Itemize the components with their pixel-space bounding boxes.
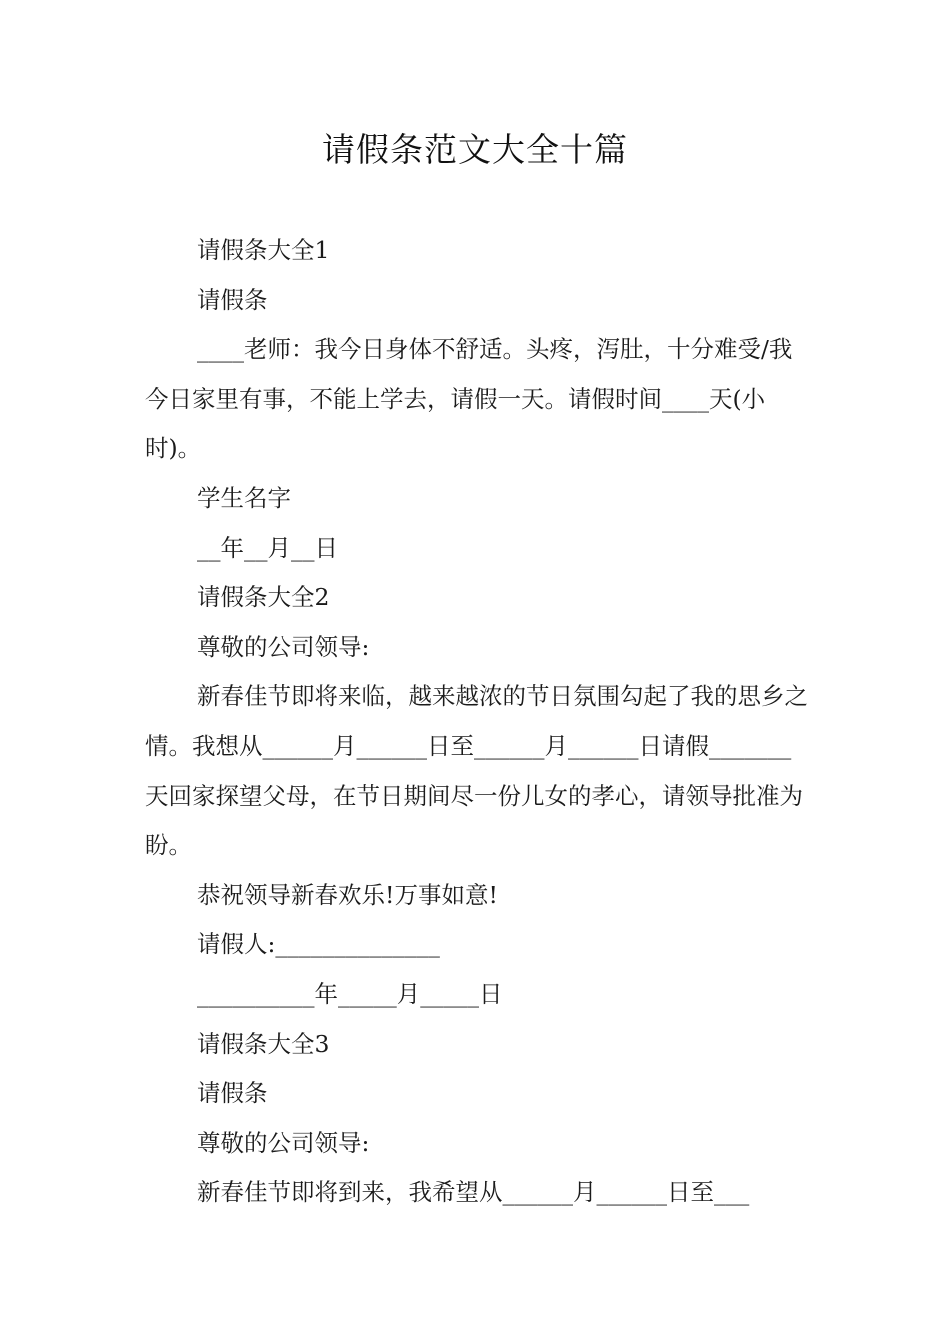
paragraph: 尊敬的公司领导: — [197, 1128, 370, 1157]
paragraph: 尊敬的公司领导: — [197, 632, 370, 661]
paragraph: 请假条 — [197, 285, 268, 314]
document-title: 请假条范文大全十篇 — [322, 130, 628, 169]
document-body — [145, 226, 810, 1218]
section-heading-3: 请假条大全3 — [197, 1029, 330, 1058]
paragraph: 新春佳节即将来临，越来越浓的节日氛围勾起了我的思乡之情。我想从______月______日至______月______日请假_______天回家探望父母，在节日期间尽一份儿女的孝心，请领导批准为盼。 — [145, 682, 808, 860]
paragraph: ____老师：我今日身体不舒适。头疼，泻肚，十分难受/我今日家里有事，不能上学去，请假一天。请假时间____天(小时)。 — [145, 335, 793, 463]
paragraph: __________年_____月_____日 — [197, 979, 503, 1008]
paragraph: 请假条 — [197, 1079, 268, 1108]
paragraph: 学生名字 — [197, 483, 291, 512]
paragraph: 新春佳节即将到来，我希望从______月______日至___ — [197, 1178, 750, 1207]
paragraph: 请假人:______________ — [197, 930, 440, 959]
paragraph: __年__月__日 — [197, 533, 338, 562]
section-heading-1: 请假条大全1 — [197, 236, 330, 264]
paragraph: 恭祝领导新春欢乐!万事如意! — [197, 880, 498, 909]
section-heading-2: 请假条大全2 — [197, 583, 330, 612]
